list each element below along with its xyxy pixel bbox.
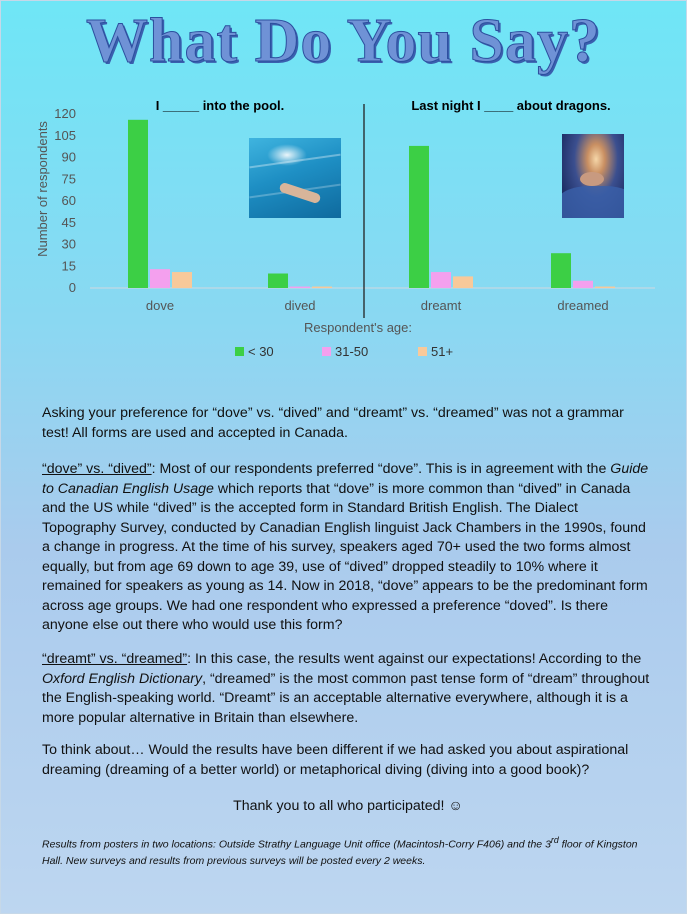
thanks-text: Thank you to all who participated! ☺: [233, 798, 463, 814]
category-label: dreamed: [557, 298, 609, 313]
y-tick-label: 105: [54, 127, 76, 143]
category-label: dove: [145, 298, 175, 313]
y-tick-label: 0: [68, 280, 76, 295]
y-tick-label: 120: [54, 106, 76, 121]
dreamt-text-a: : In this case, the results went against our expectations! According to the: [187, 651, 642, 667]
bar-dived-2: [290, 287, 310, 288]
bar-dreamed-1: [551, 253, 571, 288]
bar-dove-2: [150, 269, 170, 288]
y-tick-label: 60: [61, 193, 76, 208]
dreamt-source: Oxford English Dictionary: [42, 670, 203, 687]
category-label: dreamt: [420, 298, 462, 313]
diving-pool-image: [249, 138, 341, 218]
y-axis-ticks: [54, 106, 76, 295]
category-label: dived: [284, 298, 316, 313]
legend-label: 51+: [431, 344, 454, 359]
dreamt-paragraph: [42, 650, 654, 728]
y-tick-label: 15: [61, 258, 76, 274]
y-tick-label: 90: [61, 149, 76, 165]
y-tick-label: 45: [61, 214, 76, 230]
bar-dove-1: [128, 120, 148, 288]
intro-text: Asking your preference for “dove” vs. “dived” and “dreamt” vs. “dreamed” was not a grammar test! All forms are used and accepted in Canada.: [42, 405, 624, 441]
think-text: To think about… Would the results have been different if we had asked you about aspirational dreaming (dreaming of a better world) or metaphorical diving (diving into a good book)?: [42, 742, 629, 778]
question-2: Last night I ____ about dragons.: [411, 98, 611, 113]
question-1: I _____ into the pool.: [155, 98, 285, 113]
dreaming-sleeper-image: [562, 134, 624, 218]
legend-label: < 30: [248, 344, 274, 359]
page-title: What Do You Say?: [86, 7, 601, 75]
legend-item-31-50: [322, 344, 368, 359]
bar-dreamt-3: [453, 276, 473, 288]
dove-paragraph: [42, 460, 654, 636]
dove-heading: “dove” vs. “dived”: [42, 461, 152, 477]
dreamt-heading: “dreamt” vs. “dreamed”: [42, 651, 188, 667]
footnote-text-b: floor of Kingston Hall. New surveys and results from previous surveys will be posted every 2 weeks.: [42, 838, 638, 867]
footnote-text-a: Results from posters in two locations: Outside Strathy Language Unit office (Macintosh-Corry F406) and the 3: [42, 838, 551, 851]
intro-paragraph: [42, 404, 654, 443]
bar-dove-3: [172, 272, 192, 288]
legend-swatch: [418, 347, 427, 356]
think-paragraph: [42, 741, 654, 780]
dove-text-a: : Most of our respondents preferred “dove”. This is in agreement with the: [151, 461, 611, 477]
x-axis-label: Respondent's age:: [303, 320, 413, 335]
legend-swatch: [322, 347, 331, 356]
footnote: [42, 832, 654, 869]
dove-source: Guide to Canadian English Usage: [42, 461, 649, 497]
legend-swatch: [235, 347, 244, 356]
thanks-line: [42, 797, 654, 817]
chart-legend: [0, 344, 687, 364]
bar-dived-3: [312, 287, 332, 288]
bar-dreamed-3: [595, 287, 615, 288]
footnote-sup: rd: [550, 835, 559, 845]
bar-dreamt-1: [409, 146, 429, 288]
y-tick-label: 75: [61, 171, 76, 187]
y-axis-label: Number of respondents: [35, 121, 50, 257]
bar-dreamed-2: [573, 281, 593, 288]
legend-item-under30: [235, 344, 274, 359]
bar-dived-1: [268, 274, 288, 289]
y-tick-label: 30: [61, 236, 76, 252]
dove-text-b: which reports that “dove” is more common than “dived” in Canada and the US while “dived” is the accepted form in Standard British English. The Dialect Topography Survey, conducted by Canadian English linguist Jack Chambers in the 1990s, found a change in progress. At the time of his survey, speakers aged 70+ used the two forms almost equally, but from age 69 down to age 39, use of “dived” dropped steadily to 10% where it remained for speakers as young as 14. Now in 2018, “dove” appears to be the predominant form across age groups. We had one respondent who expressed a preference “doved”. Is there anyone else out there who would use this form?: [42, 480, 648, 633]
category-labels: [146, 298, 609, 313]
legend-item-51plus: [418, 344, 453, 359]
bar-dreamt-2: [431, 272, 451, 288]
dreamt-text-b: , “dreamed” is the most common past tense form of “dream” throughout the English-speaking world. “Dreamt” is an acceptable alternative everywhere, although it is a more popular alternative in Britain than elsewhere.: [42, 670, 650, 726]
bars-group: [128, 120, 615, 288]
legend-label: 31-50: [335, 344, 369, 359]
